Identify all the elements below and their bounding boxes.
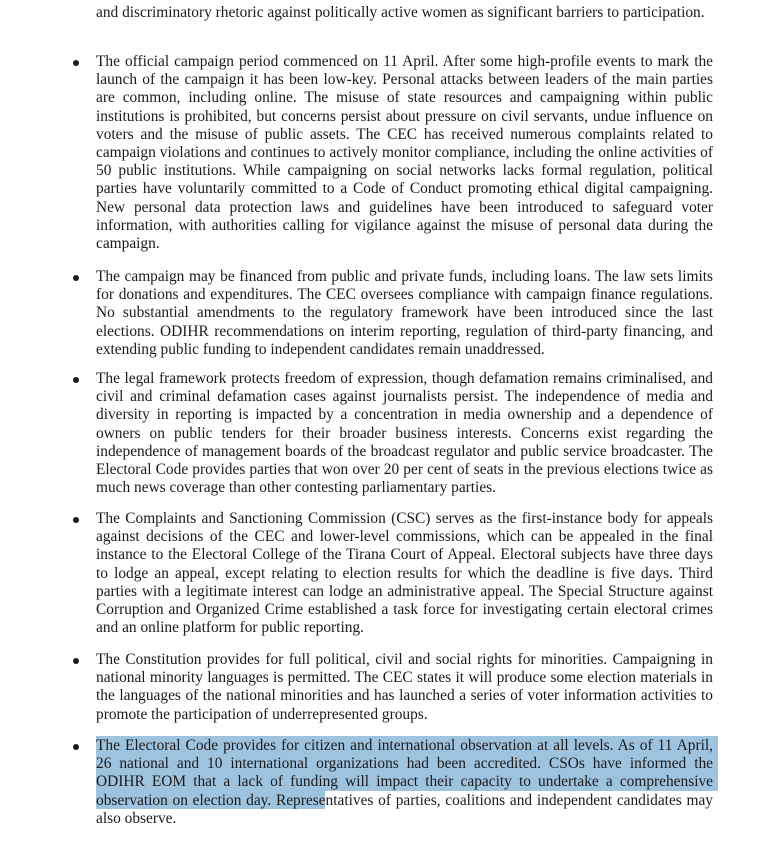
bullet-paragraph-observation[interactable] (96, 737, 713, 828)
bullet-paragraph-finance: The campaign may be financed from public and private funds, including loans. The law sets limits for donations and expenditures. The CEC oversees compliance with campaign finance regulations. No substantial amendments to the regulatory framework have been introduced since the last elections. ODIHR recommendations on interim reporting, regulation of third-party financing, and extending public funding to independent candidates remain unaddressed. (96, 268, 713, 358)
unselected-text: sentatives of parties, coalitions and independent candidates may also observe. (96, 791, 714, 827)
bullet-icon (71, 370, 81, 388)
bullet-paragraph-complaints: The Complaints and Sanctioning Commission (CSC) serves as the first-instance body for appeals against decisions of the CEC and lower-level commissions, which can be appealed in the final instance to the Electoral College of the Tirana Court of Appeal. Electoral subjects have three days to lodge an appeal, except relating to election results for which the deadline is five days. Third parties with a legitimate interest can lodge an administrative appeal. The Special Structure against Corruption and Organized Crime established a task force for investigating certain electoral crimes and an online platform for public reporting. (96, 510, 713, 637)
bullet-icon (71, 737, 81, 755)
bullet-icon (71, 268, 81, 286)
selected-text[interactable]: The Electoral Code provides for citizen and international observation at all levels. As of 11 April, 26 national and 10 international organizations had been accredited. CSOs have informed the ODIHR EOM that a lack of funding will impact their capacity to undertake a comprehensive observation on election day. Repre (96, 737, 713, 809)
bullet-paragraph-minorities: The Constitution provides for full political, civil and social rights for minorities. Campaigning in national minority languages is permitted. The CEC states it will produce some election materials in the languages of the national minorities and has launched a series of voter information activities to promote the participation of underrepresented groups. (96, 651, 713, 723)
bullet-paragraph-campaign: The official campaign period commenced on 11 April. After some high-profile events to mark the launch of the campaign it has been low-key. Personal attacks between leaders of the main parties are common, including online. The misuse of state resources and campaigning within public institutions is prohibited, but concerns persist about pressure on civil servants, undue influence on voters and the misuse of public assets. The CEC has received numerous complaints related to campaign violations and continues to actively monitor compliance, including the online activities of 50 public institutions. While campaigning on social networks lacks formal regulation, political parties have voluntarily committed to a Code of Conduct promoting ethical digital campaigning. New personal data protection laws and guidelines have been introduced to safeguard voter information, with authorities calling for vigilance against the misuse of personal data during the campaign. (96, 53, 713, 253)
bullet-paragraph-media: The legal framework protects freedom of expression, though defamation remains criminalised, and civil and criminal defamation cases against journalists persist. The independence of media and diversity in reporting is impacted by a concentration in media ownership and a dependence of owners on public tenders for their broader business interests. Concerns exist regarding the independence of management boards of the broadcast regulator and public service broadcaster. The Electoral Code provides parties that won over 20 per cent of seats in the previous elections twice as much news coverage than other contesting parliamentary parties. (96, 370, 713, 497)
bullet-icon (71, 53, 81, 71)
bullet-icon (71, 651, 81, 669)
continuation-paragraph: and discriminatory rhetoric against politically active women as significant barriers to participation. (96, 4, 705, 21)
bullet-icon (71, 510, 81, 528)
